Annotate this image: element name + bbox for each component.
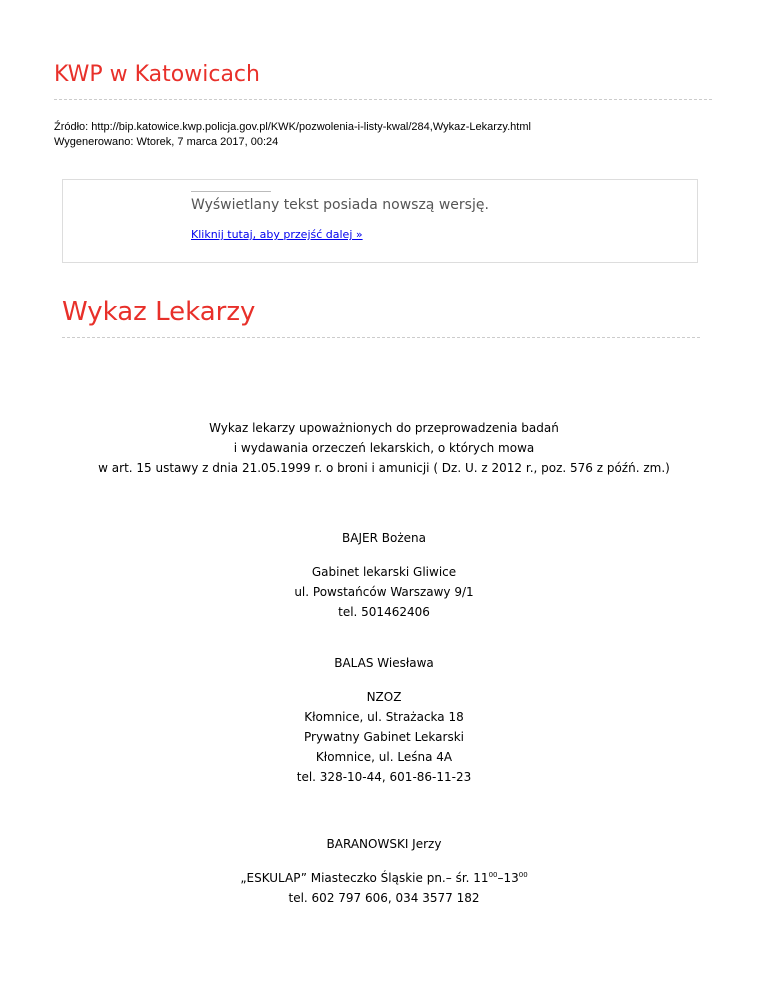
notice-rule — [191, 191, 271, 192]
office-hours-prefix: „ESKULAP” Miasteczko Śląskie pn.– śr. — [240, 871, 474, 885]
doctor-details — [0, 868, 768, 908]
detail-line: NZOZ — [366, 690, 402, 704]
hours-separator: – — [497, 871, 504, 885]
detail-line: Gabinet lekarski Gliwice — [311, 565, 457, 579]
hours-from-minutes: 00 — [488, 871, 498, 879]
notice-message: Wyświetlany tekst posiada nowszą wersję. — [191, 197, 489, 213]
doctor-entry — [0, 653, 768, 787]
detail-line: ul. Powstańców Warszawy 9/1 — [294, 585, 474, 599]
office-hours-line — [0, 868, 768, 888]
detail-line: Kłomnice, ul. Strażacka 18 — [304, 710, 464, 724]
detail-line: Kłomnice, ul. Leśna 4A — [315, 750, 453, 764]
newer-version-notice — [62, 179, 698, 263]
intro-line: i wydawania orzeczeń lekarskich, o których mowa — [233, 441, 535, 455]
source-meta — [54, 120, 531, 150]
header-divider — [54, 99, 712, 100]
doctor-name: BAJER Bożena — [342, 531, 426, 545]
hours-from: 11 — [473, 871, 489, 885]
intro-line: w art. 15 ustawy z dnia 21.05.1999 r. o broni i amunicji ( Dz. U. z 2012 r., poz. 576 z późń. zm.) — [98, 461, 670, 475]
doctor-details — [0, 687, 768, 787]
doctor-entry — [0, 834, 768, 908]
hours-to-minutes: 00 — [518, 871, 528, 879]
doctor-name: BALAS Wiesława — [334, 656, 434, 670]
intro-paragraph — [0, 418, 768, 478]
doctor-entry — [0, 528, 768, 622]
doctor-details — [0, 562, 768, 622]
generated-date: Wygenerowano: Wtorek, 7 marca 2017, 00:24 — [54, 136, 279, 148]
doctor-name: BARANOWSKI Jerzy — [326, 837, 442, 851]
page-title: Wykaz Lekarzy — [62, 297, 256, 327]
newer-version-link[interactable]: Kliknij tutaj, aby przejść dalej » — [191, 228, 363, 241]
intro-line: Wykaz lekarzy upoważnionych do przeprowadzenia badań — [209, 421, 559, 435]
detail-line: tel. 328-10-44, 601-86-11-23 — [296, 770, 472, 784]
detail-line: tel. 501462406 — [338, 605, 430, 619]
hours-to: 13 — [503, 871, 519, 885]
site-title: KWP w Katowicach — [54, 62, 260, 87]
detail-line: tel. 602 797 606, 034 3577 182 — [288, 891, 480, 905]
detail-line: Prywatny Gabinet Lekarski — [304, 730, 464, 744]
source-url: Źródło: http://bip.katowice.kwp.policja.gov.pl/KWK/pozwolenia-i-listy-kwal/284,Wykaz-Lekarzy.html — [54, 121, 531, 133]
title-divider — [62, 337, 700, 338]
